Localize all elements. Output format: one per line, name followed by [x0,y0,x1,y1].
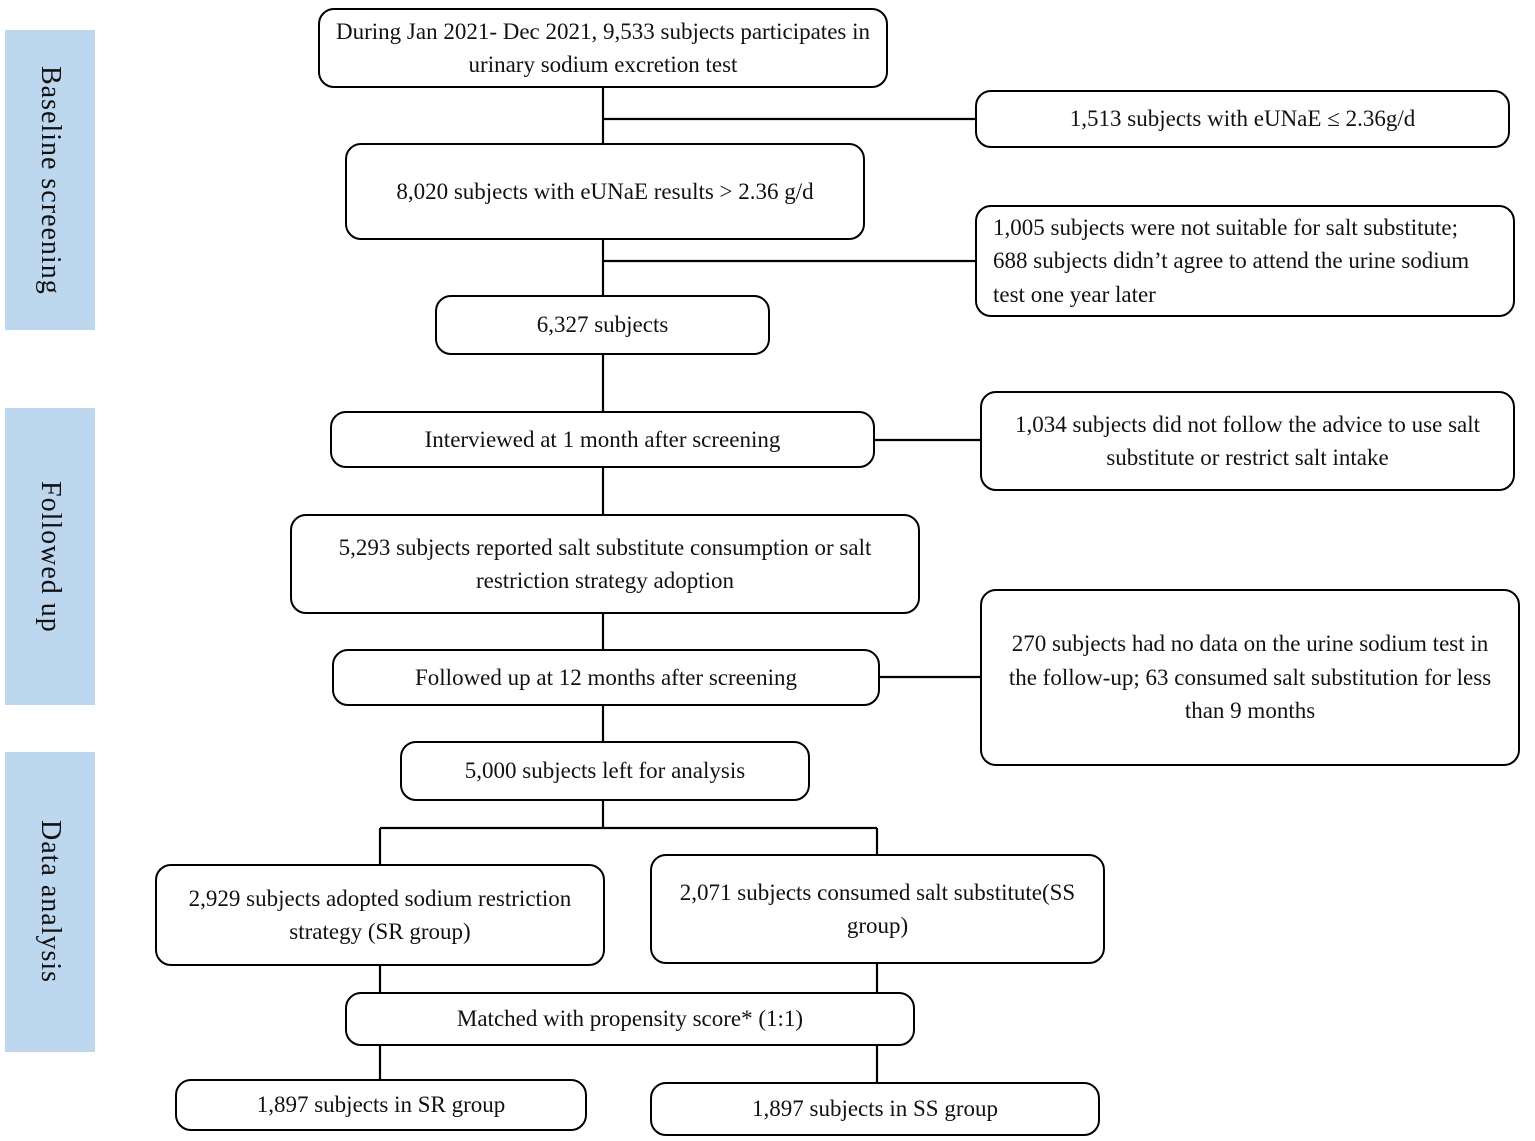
phase-followed-up: Followed up [5,408,95,705]
exclusion-not-suitable: 1,005 subjects were not suitable for salt substitute; 688 subjects didn’t agree to attend the urine sodium test one year later [975,205,1515,317]
node-propensity-match: Matched with propensity score* (1:1) [345,992,915,1046]
exclusion-did-not-follow-advice: 1,034 subjects did not follow the advice to use salt substitute or restrict salt intake [980,391,1515,491]
node-enrolled-subjects: During Jan 2021- Dec 2021, 9,533 subjects participates in urinary sodium excretion test [318,8,888,88]
node-ss-group: 2,071 subjects consumed salt substitute(SS group) [650,854,1105,964]
phase-data-analysis: Data analysis [5,752,95,1052]
node-final-ss-group: 1,897 subjects in SS group [650,1082,1100,1136]
exclusion-eunae-below-threshold: 1,513 subjects with eUNaE ≤ 2.36g/d [975,90,1510,148]
node-sr-group: 2,929 subjects adopted sodium restriction strategy (SR group) [155,864,605,966]
exclusion-no-followup-data: 270 subjects had no data on the urine sodium test in the follow-up; 63 consumed salt substitution for less than 9 months [980,589,1520,766]
node-followed-12-months: Followed up at 12 months after screening [332,649,880,706]
node-interviewed-1-month: Interviewed at 1 month after screening [330,411,875,468]
node-left-for-analysis: 5,000 subjects left for analysis [400,741,810,801]
node-6327-subjects: 6,327 subjects [435,295,770,355]
phase-baseline-screening: Baseline screening [5,30,95,330]
node-eunae-above-threshold: 8,020 subjects with eUNaE results > 2.36 g/d [345,143,865,240]
node-reported-strategy: 5,293 subjects reported salt substitute consumption or salt restriction strategy adoption [290,514,920,614]
node-final-sr-group: 1,897 subjects in SR group [175,1079,587,1131]
